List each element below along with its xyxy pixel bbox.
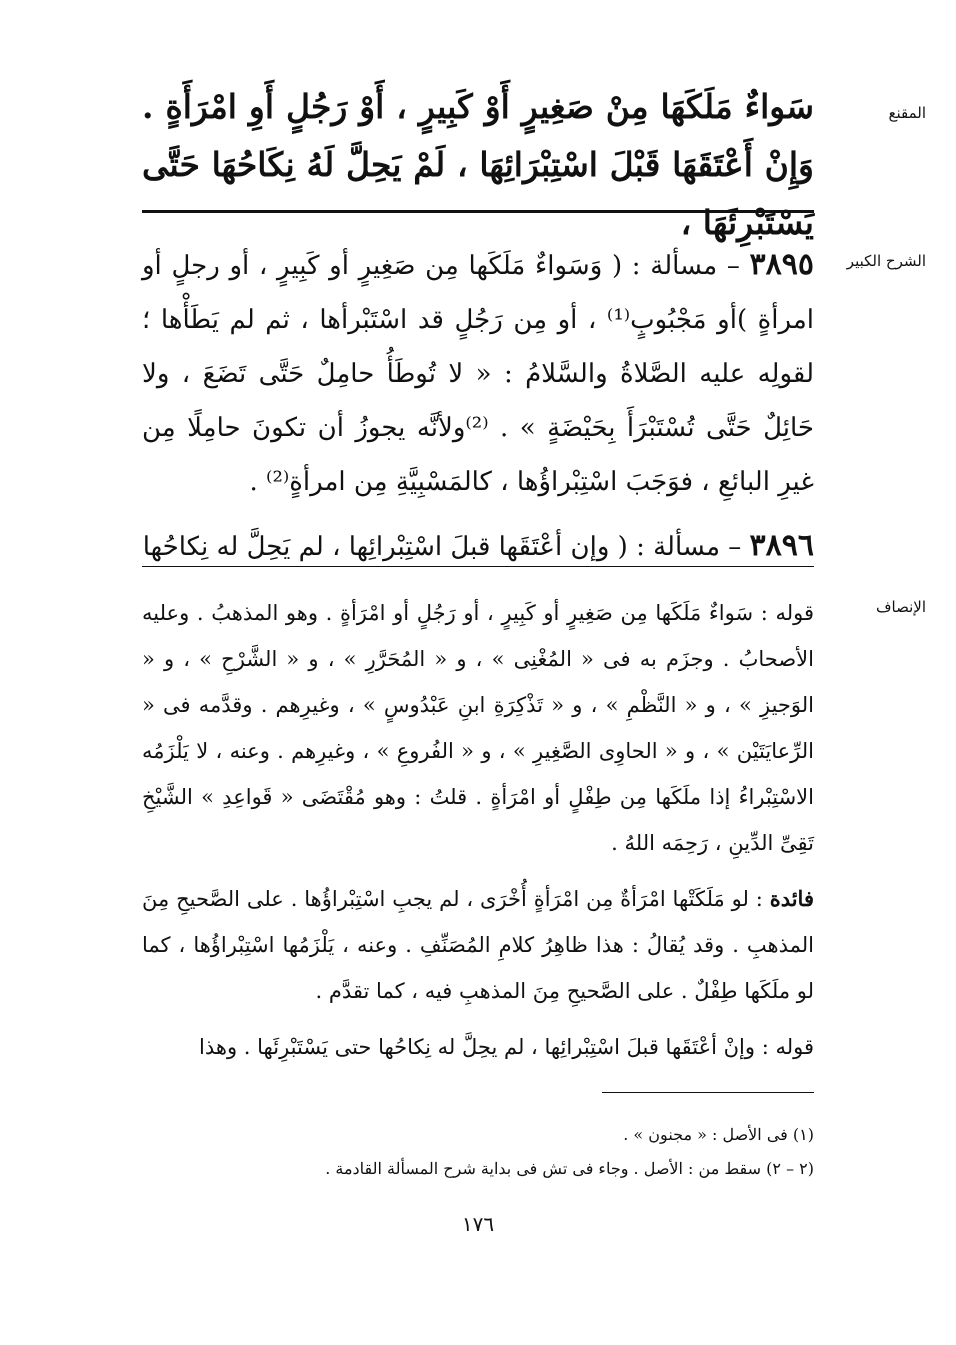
sharh-paragraph-3895-text: – مسألة : ( وَسَواءٌ مَلَكَها مِن صَغِيرٍ أو كَبِيرٍ ، أو رجلٍ أو امرأةٍ )أو مَجْبُوبٍ⁽¹⁾ ، أو مِن رَجُلٍ قد اسْتَبْرأها ، ثم لم يَطَأْها ؛ لقولِه عليه الصَّلاةُ والسَّلامُ : « لا تُوطَأُ حامِلٌ حَتَّى تَضَعَ ، ولا حَائِلٌ حَتَّى تُسْتَبْرَأَ بِحَيْضَةٍ » . ⁽²⁾ولأنَّه يجوزُ أن تكونَ حامِلًا مِن غيرِ البائعِ ، فوَجَبَ اسْتِبْراؤُها ، كالمَسْبِيَّةِ مِن امرأةٍ⁽²⁾ .: [142, 251, 814, 497]
muqni-paragraph: سَواءٌ مَلَكَهَا مِنْ صَغِيرٍ أَوْ كَبِيرٍ ، أَوْ رَجُلٍ أَوِ امْرَأَةٍ . وَإِنْ أَعْتَقَهَا قَبْلَ اسْتِبْرَائِهَا ، لَمْ يَحِلَّ لَهُ نِكَاحُهَا حَتَّى يَسْتَبْرِئَهَا ،: [142, 87, 814, 242]
sharh-paragraph-3895: [142, 238, 814, 509]
footnotes: [142, 1118, 814, 1186]
section-label-muqni: المقنع: [888, 104, 926, 122]
insaf-text-block: [142, 590, 814, 1070]
muqni-text-block: [142, 78, 814, 252]
section-label-insaf: الإنصاف: [875, 598, 926, 616]
footnote-2: (٢ – ٢) سقط من : الأصل . وجاء فى تش فى بداية شرح المسألة القادمة .: [325, 1159, 814, 1178]
sharh-text-block: [142, 238, 814, 574]
sharh-paragraph-3896-text: – مسألة : ( وإن أعْتَقَها قبلَ اسْتِبْرائِها ، لم يَحِلَّ له نِكاحُها: [142, 532, 750, 562]
page-number: ١٧٦: [461, 1212, 495, 1236]
section-divider-thin: [142, 566, 814, 567]
insaf-paragraph-2: [142, 876, 814, 1014]
issue-number-3896: ٣٨٩٦: [749, 528, 814, 563]
footnote-1: (١) فى الأصل : « مجنون » .: [623, 1125, 814, 1144]
insaf-paragraph-3: قوله : وإنْ أعْتَقَها قبلَ اسْتِبْرائِها ، لم يحِلَّ له نِكاحُها حتى يَسْتَبْرِئَها . وهذا: [199, 1035, 814, 1059]
faida-label: فائدة: [769, 886, 814, 911]
footnote-divider: [602, 1092, 814, 1093]
insaf-paragraph-1: قوله : سَواءٌ مَلَكَها مِن صَغِيرٍ أو كَبِيرٍ ، أو رَجُلٍ أو امْرَأةٍ . وهو المذهبُ . وعليه الأصحابُ . وجزَم به فى « المُغْنِى » ، و « المُحَرَّرِ » ، و « الشَّرْحِ » ، و « الوَجيزِ » ، و « النَّظْمِ » ، و « تَذْكِرَةِ ابنِ عَبْدُوسٍ » ، وغيرِهم . وقدَّمه فى « الرِّعايَتَيْن » ، و « الحاوِى الصَّغِيرِ » ، و « الفُروعِ » ، وغيرِهم . وعنه ، لا يَلْزَمُه الاسْتِبْراءُ إذا ملَكَها مِن طِفْلٍ أو امْرَأةٍ . قلتُ : وهو مُقْتَضَى « قَواعِدِ » الشَّيْخِ تَقِىِّ الدِّينِ ، رَحِمَه اللهُ .: [142, 601, 814, 855]
insaf-paragraph-2-text: : لو مَلَكَتْها امْرَأةٌ مِن امْرَأةٍ أُخْرَى ، لم يجبِ اسْتِبْراؤُها . على الصَّحيحِ مِنَ المذهبِ . وقد يُقالُ : هذا ظاهِرُ كلامِ المُصَنِّفِ . وعنه ، يَلْزَمُها اسْتِبْراؤُها ، كما لو ملَكَها طِفْلٌ . على الصَّحيحِ مِنَ المذهبِ فيه ، كما تقدَّم .: [142, 887, 814, 1003]
section-label-sharh: الشرح الكبير: [846, 252, 926, 270]
issue-number-3895: ٣٨٩٥: [749, 247, 814, 282]
section-divider-thick: [142, 210, 814, 213]
